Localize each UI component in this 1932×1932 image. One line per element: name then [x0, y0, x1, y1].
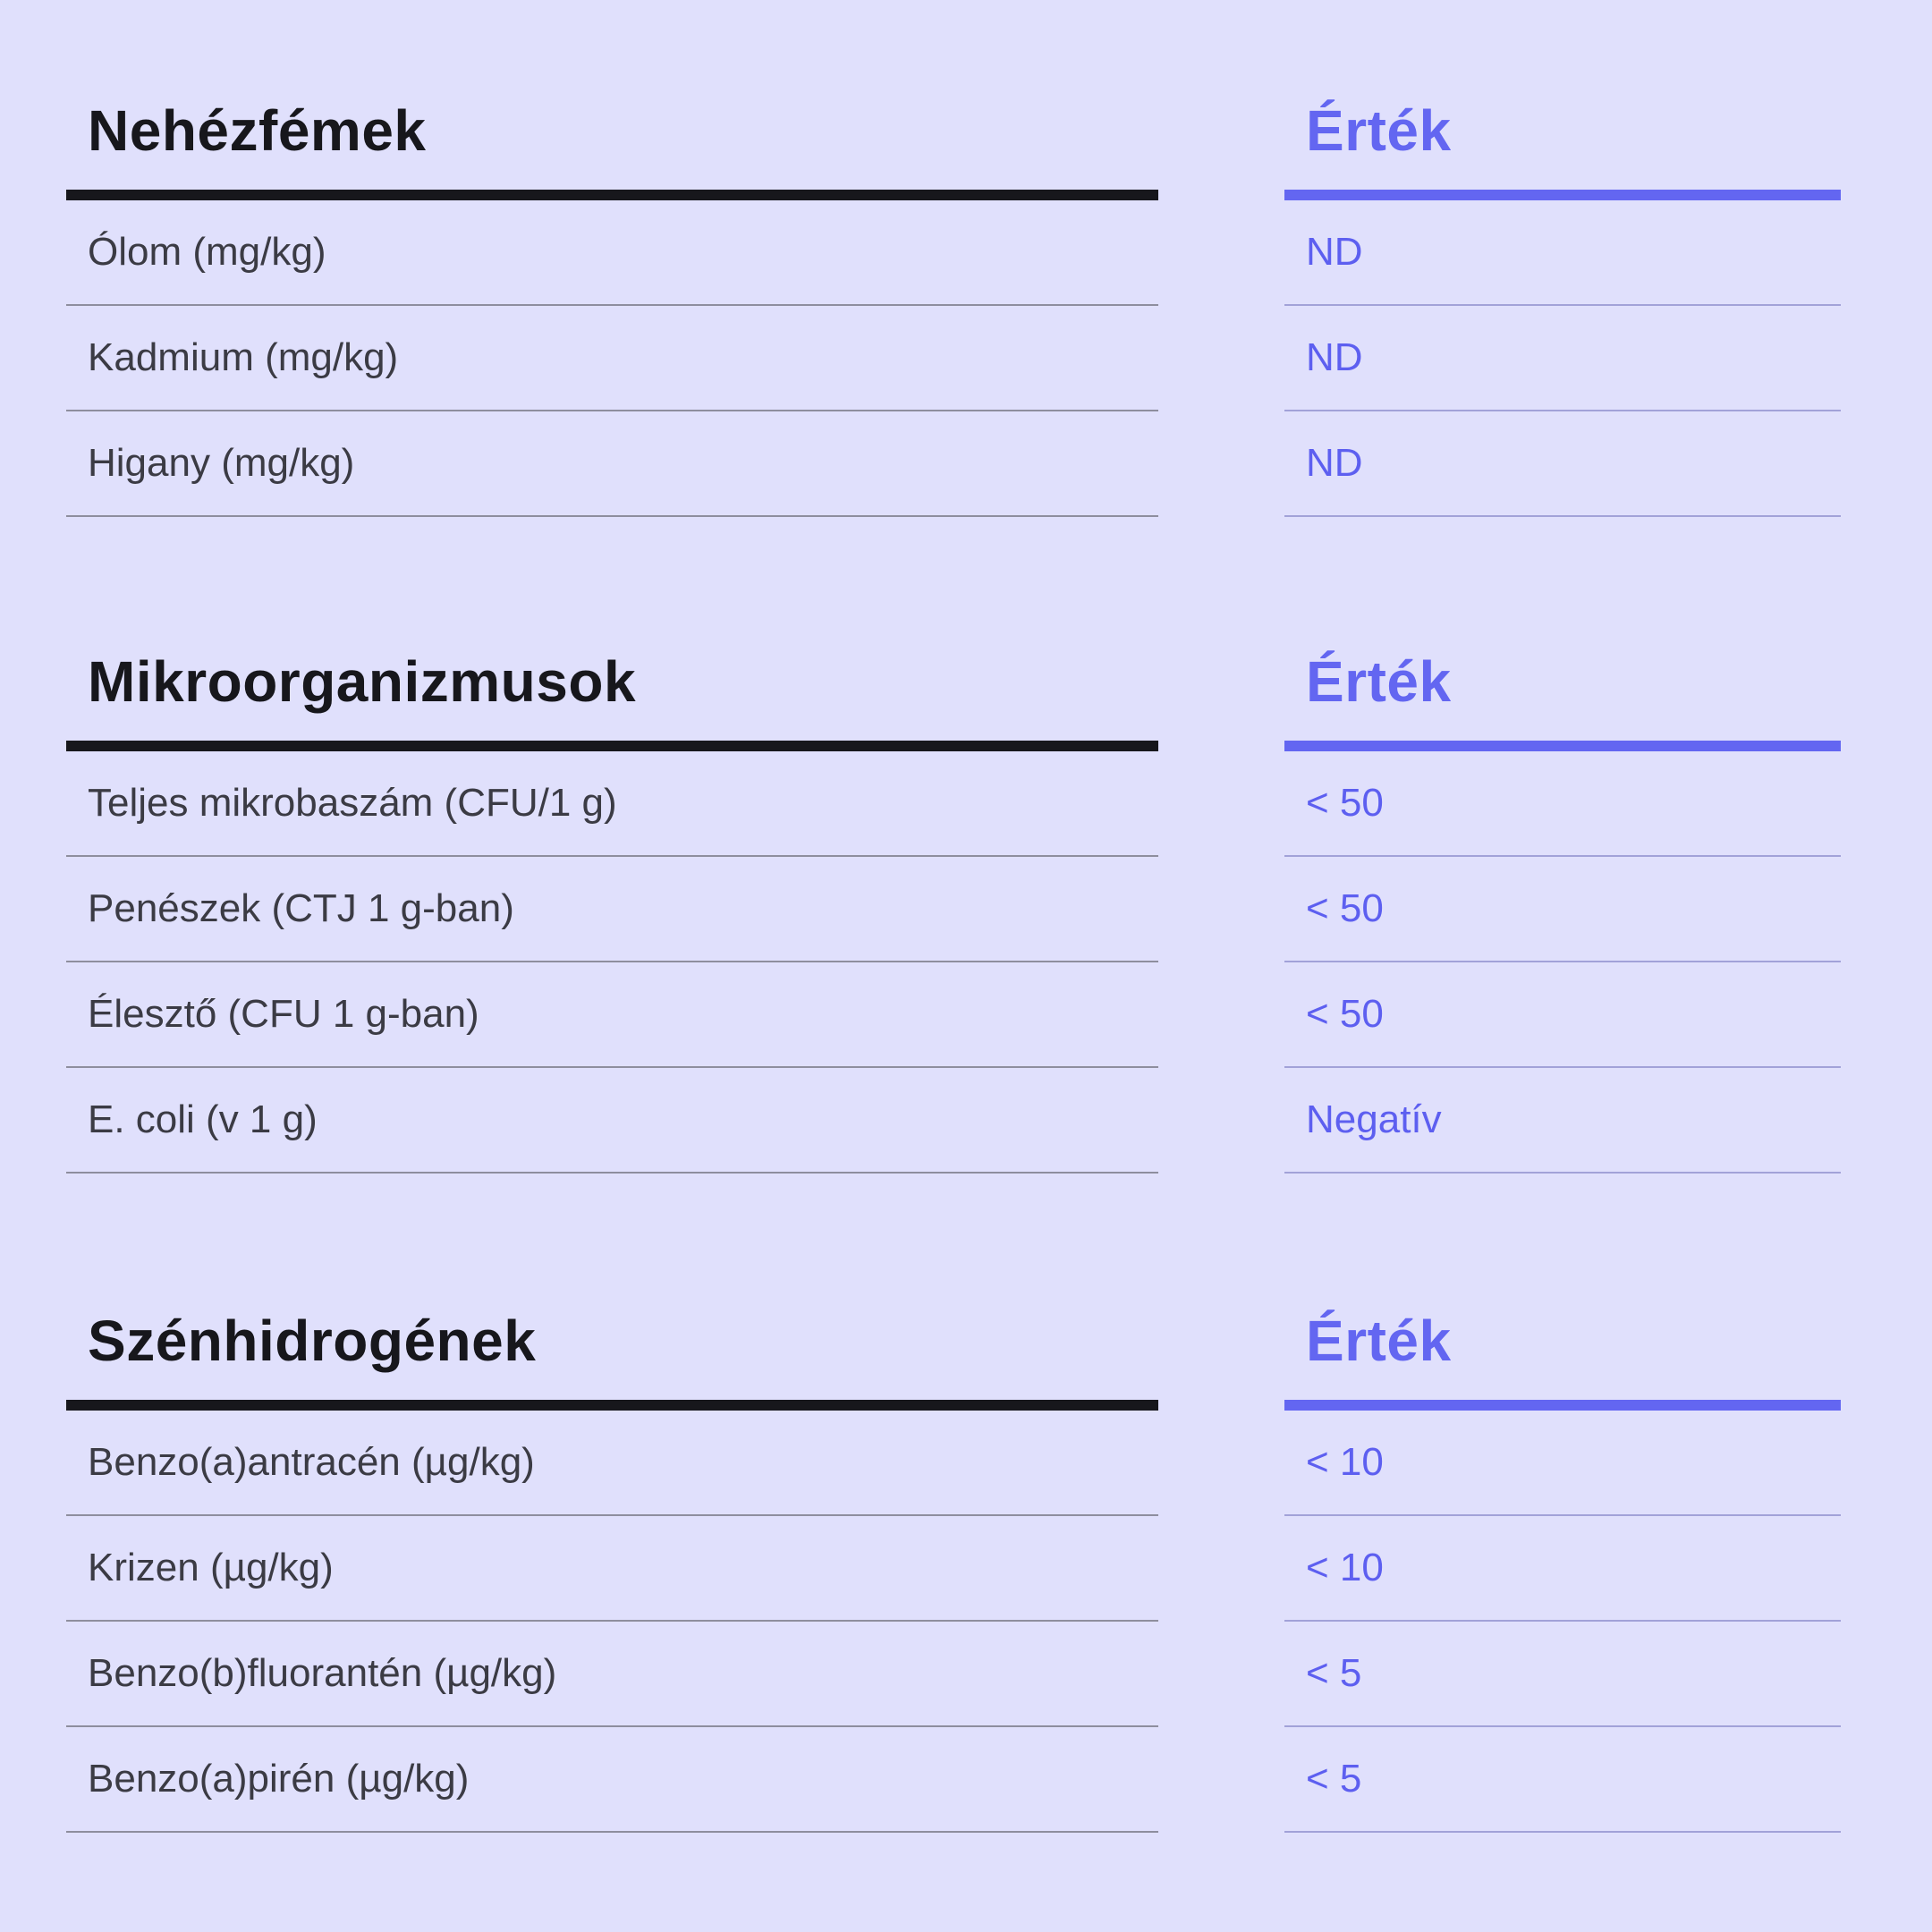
table-row — [1284, 751, 1841, 857]
section-header — [66, 100, 1158, 200]
value-header-title: Érték — [1306, 649, 1452, 714]
parameter-label: Teljes mikrobaszám (CFU/1 g) — [88, 781, 617, 825]
parameter-value: ND — [1306, 441, 1363, 485]
parameter-column — [66, 1310, 1158, 1833]
parameter-label: Benzo(b)fluorantén (µg/kg) — [88, 1651, 557, 1695]
value-header — [1284, 100, 1841, 200]
parameter-value: < 10 — [1306, 1440, 1384, 1484]
parameter-value: < 5 — [1306, 1757, 1362, 1801]
parameter-value: < 5 — [1306, 1651, 1362, 1695]
table-row — [1284, 1727, 1841, 1833]
table-row — [1284, 1411, 1841, 1516]
value-header-title: Érték — [1306, 1309, 1452, 1373]
table-row — [66, 1068, 1158, 1174]
parameter-value: ND — [1306, 230, 1363, 274]
table-row — [66, 1727, 1158, 1833]
parameter-label: E. coli (v 1 g) — [88, 1097, 318, 1141]
parameter-value: ND — [1306, 335, 1363, 379]
parameter-column — [66, 651, 1158, 1174]
table-row — [1284, 1068, 1841, 1174]
parameter-label: Ólom (mg/kg) — [88, 230, 326, 274]
parameter-label: Benzo(a)pirén (µg/kg) — [88, 1757, 470, 1801]
table-row — [1284, 1516, 1841, 1622]
table-row — [1284, 857, 1841, 962]
value-column — [1284, 100, 1841, 517]
table-row — [66, 306, 1158, 411]
table-row — [66, 751, 1158, 857]
value-column — [1284, 651, 1841, 1174]
table-row — [66, 1516, 1158, 1622]
section-title: Mikroorganizmusok — [88, 649, 637, 714]
table-row — [66, 962, 1158, 1068]
parameter-label: Kadmium (mg/kg) — [88, 335, 399, 379]
table-row — [66, 411, 1158, 517]
table-row — [66, 857, 1158, 962]
parameter-value: < 50 — [1306, 886, 1384, 930]
table-row — [66, 200, 1158, 306]
parameter-value: Negatív — [1306, 1097, 1442, 1141]
parameter-value: < 50 — [1306, 781, 1384, 825]
value-header — [1284, 1310, 1841, 1411]
parameter-label: Benzo(a)antracén (µg/kg) — [88, 1440, 535, 1484]
parameter-value: < 10 — [1306, 1546, 1384, 1589]
section-header — [66, 1310, 1158, 1411]
table-row — [1284, 1622, 1841, 1727]
table-row — [1284, 411, 1841, 517]
parameter-column — [66, 100, 1158, 517]
value-column — [1284, 1310, 1841, 1833]
section-title: Szénhidrogének — [88, 1309, 537, 1373]
table-row — [66, 1411, 1158, 1516]
parameter-label: Higany (mg/kg) — [88, 441, 355, 485]
table-row — [1284, 306, 1841, 411]
section-title: Nehézfémek — [88, 98, 427, 163]
section-header — [66, 651, 1158, 751]
value-header-title: Érték — [1306, 98, 1452, 163]
table-row — [66, 1622, 1158, 1727]
table-row — [1284, 200, 1841, 306]
value-header — [1284, 651, 1841, 751]
parameter-label: Krizen (µg/kg) — [88, 1546, 334, 1589]
table-row — [1284, 962, 1841, 1068]
parameter-label: Penészek (CTJ 1 g-ban) — [88, 886, 514, 930]
parameter-label: Élesztő (CFU 1 g-ban) — [88, 992, 479, 1036]
parameter-value: < 50 — [1306, 992, 1384, 1036]
